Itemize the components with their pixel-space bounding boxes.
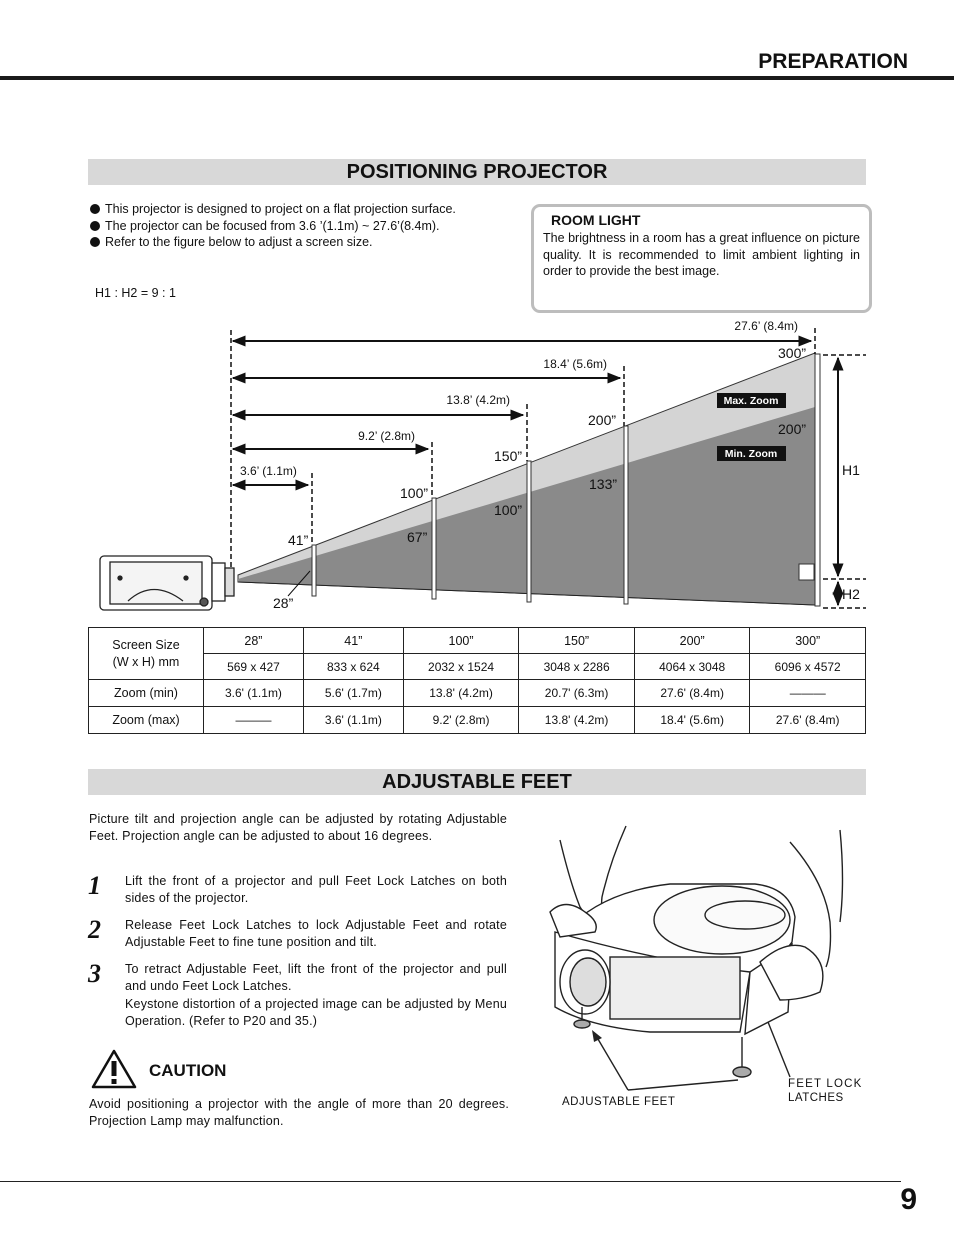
table-cell: 13.8' (4.2m) [403, 680, 519, 707]
table-cell: 27.6' (8.4m) [750, 707, 866, 734]
table-cell: 9.2' (2.8m) [403, 707, 519, 734]
feet-lock-label-2: LATCHES [788, 1092, 844, 1104]
projection-diagram [88, 318, 866, 618]
screen-41 [312, 545, 316, 596]
table-cell: 28” [204, 628, 304, 654]
size-label: 28” [273, 595, 294, 611]
bullet-item: Refer to the figure below to adjust a screen size. [89, 234, 456, 251]
warning-icon [90, 1048, 138, 1090]
step-number: 3 [88, 959, 101, 988]
h1-label: H1 [842, 462, 860, 478]
min-zoom-label: Min. Zoom [724, 448, 778, 460]
header-rule [0, 76, 954, 80]
table-cell: 300” [750, 628, 866, 654]
footer-rule [0, 1181, 901, 1182]
positioning-title: POSITIONING PROJECTOR [88, 159, 866, 185]
feet-intro: Picture tilt and projection angle can be adjusted by rotating Adjustable Feet. Projection angle can be adjusted to about 16 degrees. [89, 812, 507, 843]
h-ratio: H1 : H2 = 9 : 1 [95, 286, 176, 300]
step-text: To retract Adjustable Feet, lift the front of the projector and pull and undo Feet Lock Latches. [125, 962, 507, 993]
h2-label: H2 [842, 586, 860, 602]
distance-label: 18.4’ (5.6m) [543, 357, 607, 371]
bullet-item: This projector is designed to project on a flat projection surface. [89, 201, 456, 218]
size-label: 41” [288, 532, 309, 548]
table-cell: 833 x 624 [303, 654, 403, 680]
table-cell: ——— [750, 680, 866, 707]
screen-150 [527, 461, 531, 602]
row-header: Zoom (max) [89, 707, 204, 734]
table-cell: 20.7' (6.3m) [519, 680, 635, 707]
max-zoom-label: Max. Zoom [723, 395, 779, 407]
room-light-title: ROOM LIGHT [551, 212, 641, 228]
table-cell: 3.6' (1.1m) [204, 680, 304, 707]
distance-label: 27.6’ (8.4m) [734, 319, 798, 333]
step-number: 1 [88, 871, 101, 900]
bullet-item: The projector can be focused from 3.6 ’(1.1m) ~ 27.6’(8.4m). [89, 218, 456, 235]
step-text: Release Feet Lock Latches to lock Adjustable Feet and rotate Adjustable Feet to fine tune position and tilt. [125, 918, 507, 949]
positioning-bullets [89, 201, 456, 251]
table-cell: 27.6' (8.4m) [634, 680, 750, 707]
feet-lock-label-1: FEET LOCK [788, 1078, 863, 1090]
size-label: 200” [588, 412, 617, 428]
step-text: Lift the front of a projector and pull Feet Lock Latches on both sides of the projector. [125, 874, 507, 905]
table-cell: 4064 x 3048 [634, 654, 750, 680]
row-header: Screen Size (W x H) mm [89, 628, 204, 680]
size-label: 133” [589, 476, 618, 492]
size-label: 300” [778, 345, 807, 361]
screen-300 [815, 354, 820, 606]
room-light-box [531, 204, 872, 313]
feet-title: ADJUSTABLE FEET [88, 769, 866, 795]
table-cell: 100” [403, 628, 519, 654]
table-cell: 200” [634, 628, 750, 654]
size-label: 200” [778, 421, 807, 437]
table-cell: 3.6' (1.1m) [303, 707, 403, 734]
screen-200 [624, 426, 628, 604]
room-light-body: The brightness in a room has a great influence on picture quality. It is recommended to limit ambient lighting in order to provide the best image. [543, 231, 860, 278]
size-label: 100” [400, 485, 429, 501]
size-label: 100” [494, 502, 523, 518]
distance-label: 13.8’ (4.2m) [446, 393, 510, 407]
table-cell: ——— [204, 707, 304, 734]
table-cell: 18.4' (5.6m) [634, 707, 750, 734]
floor-box [799, 564, 814, 580]
table-cell: 150” [519, 628, 635, 654]
screen-size-table [88, 627, 866, 734]
section-header: PREPARATION [758, 50, 908, 73]
step-number: 2 [88, 915, 101, 944]
caution-text: Avoid positioning a projector with the angle of more than 20 degrees. Projection Lamp may malfunction. [89, 1097, 509, 1128]
table-cell: 2032 x 1524 [403, 654, 519, 680]
size-label: 150” [494, 448, 523, 464]
table-cell: 6096 x 4572 [750, 654, 866, 680]
distance-label: 3.6’ (1.1m) [240, 464, 297, 478]
row-header: Zoom (min) [89, 680, 204, 707]
size-label: 67” [407, 529, 428, 545]
page-number: 9 [900, 1183, 917, 1216]
step-extra-text: Keystone distortion of a projected image can be adjusted by Menu Operation. (Refer to P20 and 35.) [125, 997, 507, 1028]
screen-100 [432, 498, 436, 599]
adjustable-feet-label: ADJUSTABLE FEET [562, 1096, 676, 1108]
table-cell: 569 x 427 [204, 654, 304, 680]
table-cell: 41” [303, 628, 403, 654]
projector-icon [100, 556, 234, 610]
caution-title: CAUTION [149, 1061, 227, 1080]
distance-label: 9.2’ (2.8m) [358, 429, 415, 443]
projector-illustration [540, 822, 880, 1092]
table-cell: 3048 x 2286 [519, 654, 635, 680]
table-cell: 5.6' (1.7m) [303, 680, 403, 707]
table-cell: 13.8' (4.2m) [519, 707, 635, 734]
